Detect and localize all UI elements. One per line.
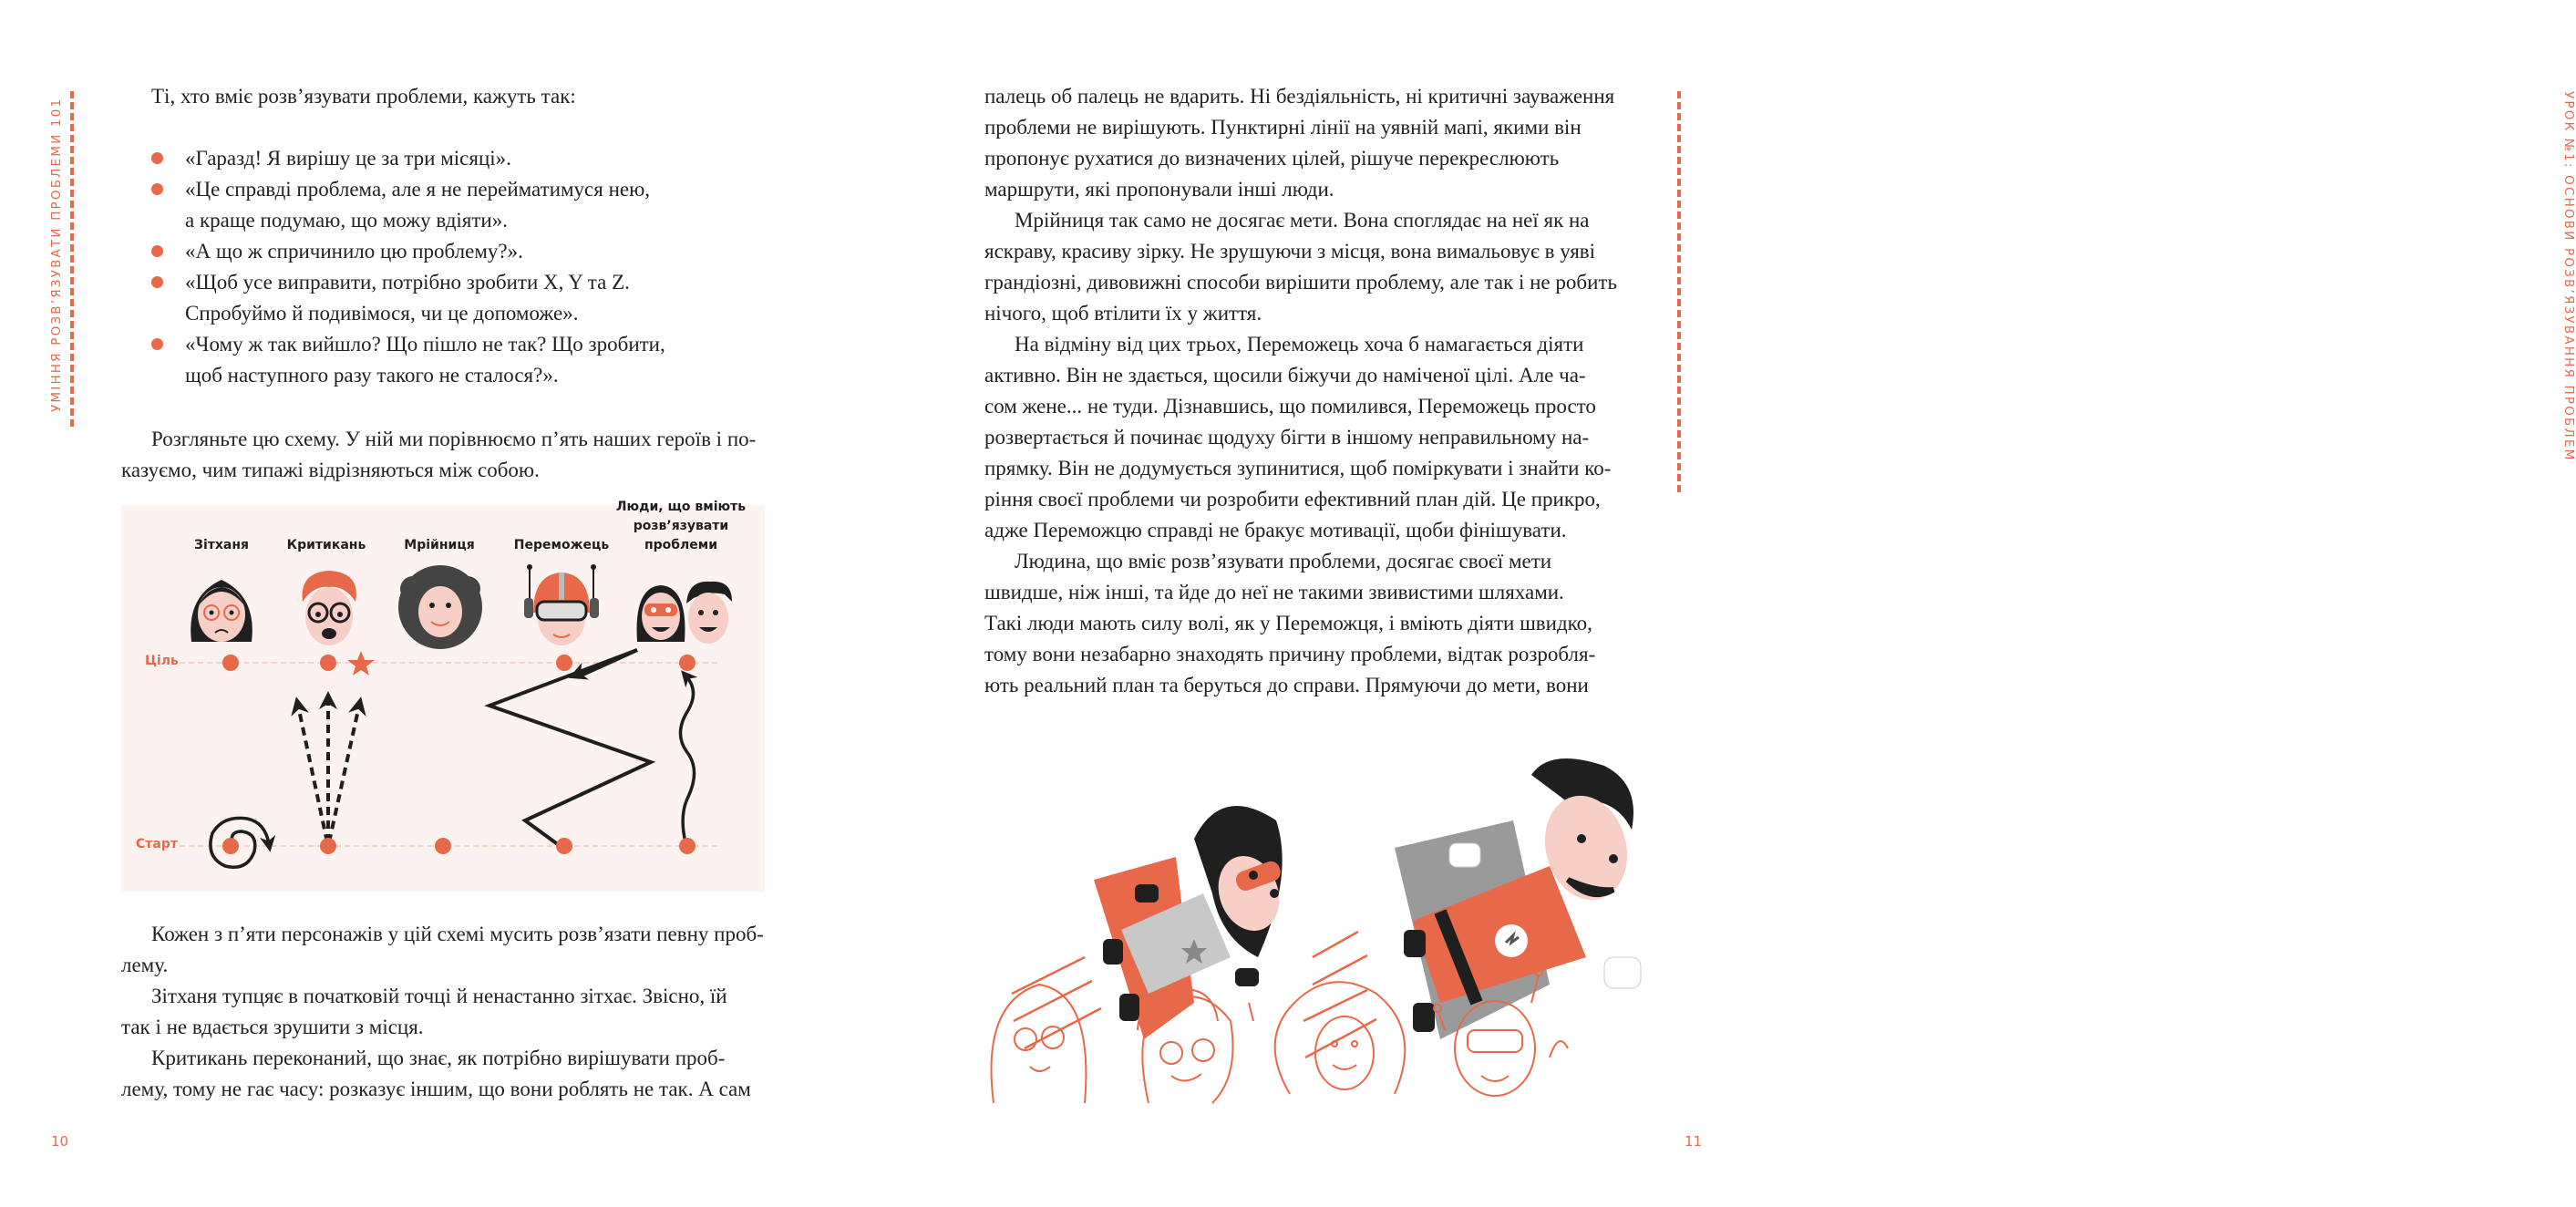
scheme-paragraph: Розгляньте цю схему. У ній ми порівнюємо п’ять наших героїв і по- казуємо, чим типажі відрізняються між собою. [121, 428, 757, 481]
start-point [435, 838, 451, 854]
start-point [222, 838, 239, 854]
page-number-left: 10 [51, 1133, 69, 1150]
hero-label: Критикань [286, 538, 366, 552]
characters-paragraphs: Кожен з п’яти персонажів у цій схемі мусить розв’язати певну проб- лему. Зітханя тупцяє в початковій точці й ненастанно зітхає. Звісно, їй так і не вдається зрушити з місця. Критикань переконаний, що знає, як потрібно вирішувати проб- лему, тому не гає часу: розказує іншим, що вони роблять не так. А сам [121, 923, 764, 1100]
quote-item: «А що ж спричинило цю проблему?». [151, 236, 665, 267]
running-head-rule-left [70, 91, 74, 427]
start-point [556, 838, 572, 854]
goal-point [222, 655, 239, 671]
start-axis-label: Старт [136, 837, 178, 851]
hero-label: Зітханя [194, 538, 249, 552]
start-point [679, 838, 696, 854]
hero-label: Переможець [513, 538, 610, 552]
intro-paragraph: Ті, хто вміє розв’язувати проблеми, кажуть так: [151, 85, 576, 108]
quote-item: «Щоб усе виправити, потрібно зробити X, Y та Z. Спробуймо й подивімося, чи це допоможе». [151, 267, 665, 329]
left-page [0, 0, 875, 1207]
quote-list [151, 143, 665, 391]
paths-drawing [121, 505, 765, 892]
hero-label: Мрійниця [404, 538, 475, 552]
running-head-right: УРОК №1: ОСНОВИ РОЗВ’ЯЗУВАННЯ ПРОБЛЕМ [2561, 91, 2576, 462]
goal-point [320, 655, 336, 671]
running-head-left: УМІННЯ РОЗВ’ЯЗУВАТИ ПРОБЛЕМИ 101 [49, 97, 64, 412]
bullet-dot [151, 245, 163, 257]
right-page [875, 0, 2576, 1207]
right-body-text: палець об палець не вдарить. Ні бездіяльність, ні критичні зауваження проблеми не вирішують. Пунктирні лінії на уявній мапі, якими він пропонує рухатися до визначених цілей, рішуче перекреслюють маршрути, які пропонували інші люди. Мрійниця так само не досягає мети. Вона споглядає на неї як на яскраву, красиву зірку. Не зрушуючи з місця, вона вимальовує в уяві грандіозні, дивовижні способи вирішити проблему, але так і не робить нічого, щоб втілити їх у життя. На відміну від цих трьох, Переможець хоча б намагається діяти активно. Він не здається, щосили біжучи до наміченої цілі. Але ча- сом жене... не туди. Дізнавшись, що помилився, Переможець просто розвертається й починає щодуху бігти в іншому неправильному на- прямку. Він не додумується зупинитися, щоб поміркувати і знайти ко- ріння своєї проблеми чи розробити ефективний план дій. Це прикро, адже Переможцю справді не бракує мотивації, щоби фінішувати. Людина, що вміє розв’язувати проблеми, досягає своєї мети швидше, ніж інші, та йде до неї не такими звивистими шляхами. Такі люди мають силу волі, як у Переможця, і вміють діяти швидко, тому вони незабарно знаходять причину проблеми, відтак розробля- ють реальний план та беруться до справи. Прямуючи до мети, вони [984, 85, 1617, 696]
start-point [320, 838, 336, 854]
goal-axis-label: Ціль [145, 654, 179, 668]
superheroes-illustration [984, 729, 1677, 1112]
quote-item: «Чому ж так вийшло? Що пішло не так? Що зробити, щоб наступного разу такого не сталося?». [151, 329, 665, 391]
bullet-dot [151, 152, 163, 164]
running-head-rule-right [1677, 91, 1681, 492]
goal-point [679, 655, 696, 671]
comparison-diagram [121, 500, 765, 892]
quote-item: «Це справді проблема, але я не перейматимуся нею, а краще подумаю, що можу вдіяти». [151, 174, 665, 236]
quote-item: «Гаразд! Я вирішу це за три місяці». [151, 143, 665, 174]
bullet-dot [151, 183, 163, 195]
hero-label: Люди, що вміють розв’язувати проблеми [615, 500, 747, 552]
bullet-dot [151, 276, 163, 288]
bullet-dot [151, 338, 163, 350]
goal-point [556, 655, 572, 671]
page-number-right: 11 [1685, 1133, 1703, 1150]
